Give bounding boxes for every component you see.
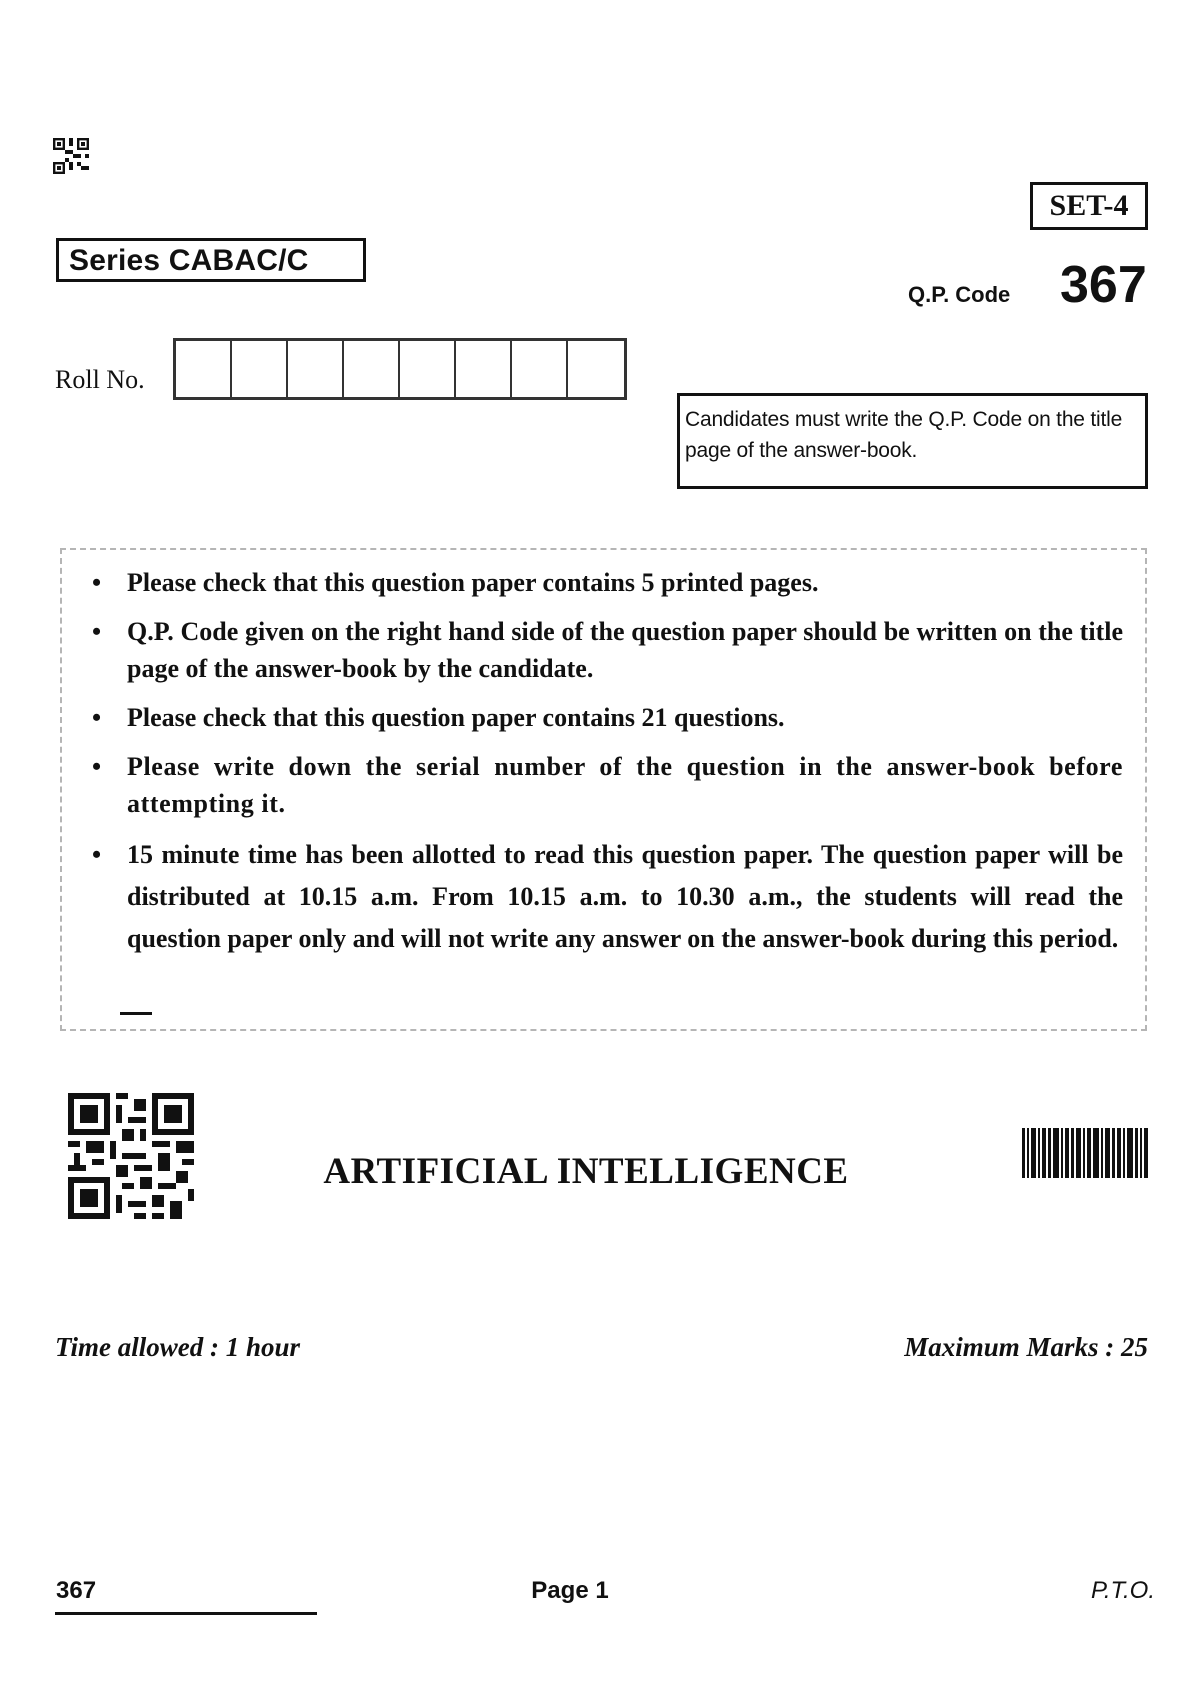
instructions-box bbox=[60, 548, 1147, 1031]
subject-title bbox=[0, 1150, 1200, 1193]
roll-no-cell[interactable] bbox=[344, 341, 400, 397]
pto-label: P.T.O. bbox=[1090, 1577, 1155, 1604]
instruction-item bbox=[92, 564, 1123, 601]
bullet-icon: • bbox=[92, 840, 102, 869]
roll-no-cell[interactable] bbox=[176, 341, 232, 397]
bullet-icon: • bbox=[92, 703, 102, 732]
page-number: Page 1 bbox=[531, 1577, 609, 1604]
roll-no-boxes[interactable] bbox=[173, 338, 627, 400]
roll-no-cell[interactable] bbox=[400, 341, 456, 397]
footer-code: 367 bbox=[56, 1577, 97, 1604]
subject-title-text: ARTIFICIAL INTELLIGENCE bbox=[323, 1151, 849, 1192]
divider-mark bbox=[120, 1012, 152, 1015]
small-qr-code-icon bbox=[53, 138, 89, 174]
instruction-item bbox=[92, 613, 1123, 687]
bullet-icon: • bbox=[92, 752, 102, 781]
qp-code-value: 367 bbox=[1060, 256, 1147, 314]
candidate-note: Candidates must write the Q.P. Code on the title page of the answer-book. bbox=[677, 393, 1148, 489]
instruction-text: 15 minute time has been allotted to read this question paper. The question paper will be distributed at 10.15 a.m. From 10.15 a.m. to 10.30 a.m., the students will read the question paper only and will not write any answer on the answer-book during this period. bbox=[127, 840, 1123, 953]
maximum-marks: Maximum Marks : 25 bbox=[904, 1332, 1148, 1362]
set-label: SET-4 bbox=[1030, 182, 1148, 230]
instruction-item bbox=[92, 834, 1123, 960]
bullet-icon: • bbox=[92, 617, 102, 646]
roll-no-cell[interactable] bbox=[288, 341, 344, 397]
roll-no-cell[interactable] bbox=[232, 341, 288, 397]
barcode-icon bbox=[1022, 1128, 1148, 1178]
instruction-text: Please write down the serial number of the question in the answer-book before attempting it. bbox=[127, 752, 1123, 818]
time-allowed: Time allowed : 1 hour bbox=[55, 1332, 301, 1362]
roll-no-cell[interactable] bbox=[456, 341, 512, 397]
instruction-item bbox=[92, 748, 1123, 822]
instruction-item bbox=[92, 699, 1123, 736]
roll-no-cell[interactable] bbox=[512, 341, 568, 397]
instruction-text: Q.P. Code given on the right hand side of the question paper should be written on the title page of the answer-book by the candidate. bbox=[127, 617, 1123, 683]
roll-no-label: Roll No. bbox=[55, 365, 145, 394]
instructions-list bbox=[92, 564, 1123, 960]
instruction-text: Please check that this question paper contains 5 printed pages. bbox=[127, 568, 819, 597]
qp-code-label: Q.P. Code bbox=[908, 282, 1011, 307]
footer-underline bbox=[55, 1612, 317, 1615]
roll-no-cell[interactable] bbox=[568, 341, 624, 397]
series-label: Series CABAC/C bbox=[56, 238, 366, 282]
instruction-text: Please check that this question paper contains 21 questions. bbox=[127, 703, 785, 732]
bullet-icon: • bbox=[92, 568, 102, 597]
